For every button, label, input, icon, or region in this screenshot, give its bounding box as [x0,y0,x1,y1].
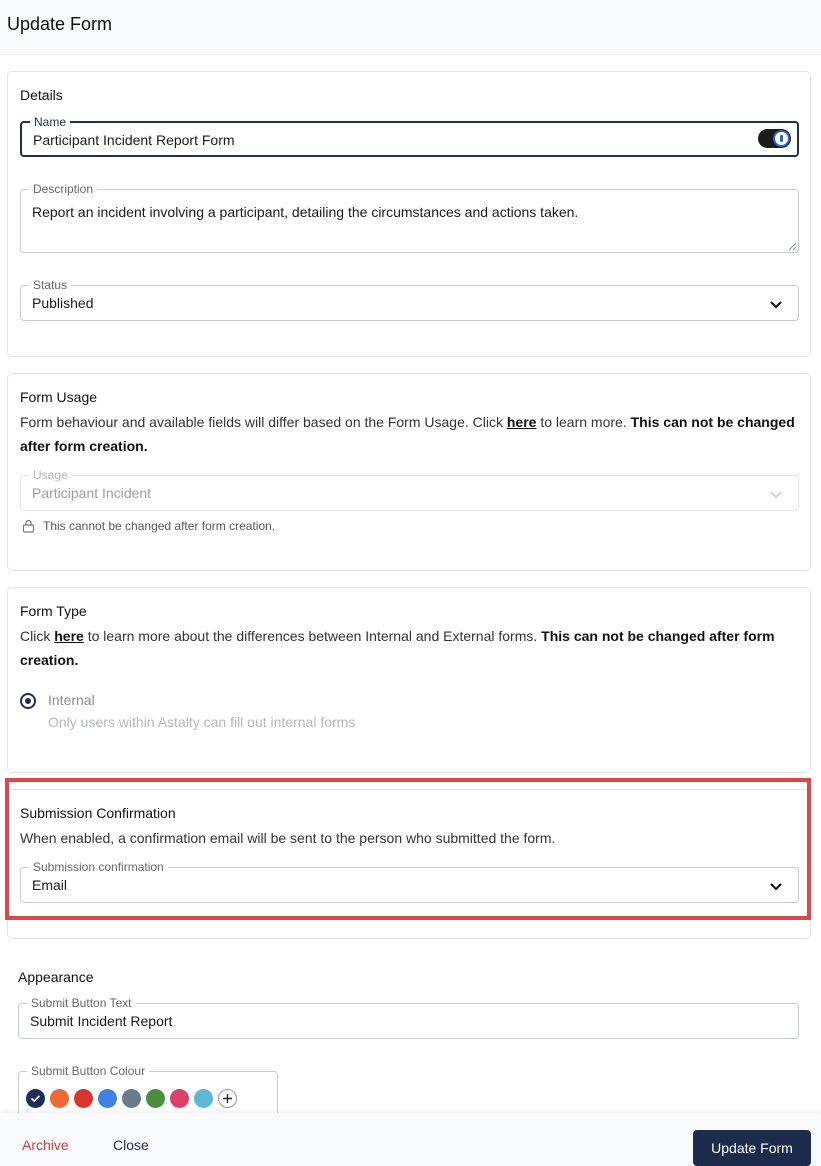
form-usage-card [7,373,811,571]
highlight-box [5,778,811,920]
internal-option-label: Internal [48,692,95,708]
description-value: Report an incident involving a participant, detailing the circumstances and actions taken. [32,204,579,220]
appearance-section [6,955,810,1115]
appearance-title: Appearance [18,969,94,985]
status-label: Status [29,278,71,292]
learn-more-link[interactable]: here [506,414,537,430]
usage-label: Usage [29,468,72,482]
submission-title: Submission Confirmation [20,805,176,821]
colour-swatch[interactable] [98,1089,117,1108]
colour-swatch[interactable] [74,1089,93,1108]
submission-confirmation-value: Email [32,877,68,893]
password-manager-toggle[interactable] [758,129,791,148]
submission-description: When enabled, a confirmation email will be sent to the person who submitted the form. [20,830,556,846]
details-title: Details [20,87,63,103]
header-bar [0,0,821,55]
colour-swatch[interactable] [170,1089,189,1108]
internal-option-hint: Only users within Astalty can fill out internal forms [48,714,356,730]
usage-lock-hint: This cannot be changed after form creation. [43,519,276,533]
plus-icon [219,1090,236,1107]
resize-handle-icon[interactable] [788,242,797,251]
colour-swatch-selected[interactable] [26,1089,45,1108]
colour-swatch[interactable] [146,1089,165,1108]
form-usage-title: Form Usage [20,389,98,405]
chevron-down-icon [768,296,784,312]
description-label: Description [29,182,97,196]
colour-swatch[interactable] [194,1089,213,1108]
form-type-card [7,587,811,773]
page-title: Update Form [7,14,113,34]
submit-button-text-label: Submit Button Text [27,996,136,1010]
name-field[interactable] [20,115,799,157]
usage-value: Participant Incident [32,485,152,501]
learn-more-link[interactable]: here [54,628,84,644]
description-field[interactable] [20,182,799,253]
colour-swatch[interactable] [122,1089,141,1108]
form-usage-description: Form behaviour and available fields will differ based on the Form Usage. Click here to learn more. This can not be changed after form creation. [20,414,795,454]
colour-swatch[interactable] [50,1089,69,1108]
status-value: Published [32,295,94,311]
archive-button[interactable]: Archive [22,1137,69,1153]
update-form-button[interactable]: Update Form [693,1130,811,1166]
info-icon [773,130,790,147]
name-value: Participant Incident Report Form [33,132,235,148]
submit-button-text-field[interactable] [18,996,799,1039]
usage-select [20,468,799,511]
chevron-down-icon [768,486,784,502]
status-select[interactable] [20,278,799,321]
lock-icon [22,519,35,533]
add-colour-button[interactable] [218,1089,237,1108]
submit-button-text-value: Submit Incident Report [30,1013,173,1029]
submit-button-colour-label: Submit Button Colour [27,1064,149,1078]
internal-radio[interactable] [20,693,36,709]
close-button[interactable]: Close [113,1137,149,1153]
check-icon [26,1089,45,1108]
footer-bar [0,1113,821,1166]
form-type-description: Click here to learn more about the differences between Internal and External forms. This can not be changed after form creation. [20,628,775,668]
submission-confirmation-label: Submission confirmation [29,860,168,874]
form-type-title: Form Type [20,603,87,619]
details-card [7,71,811,357]
name-label: Name [30,115,70,129]
